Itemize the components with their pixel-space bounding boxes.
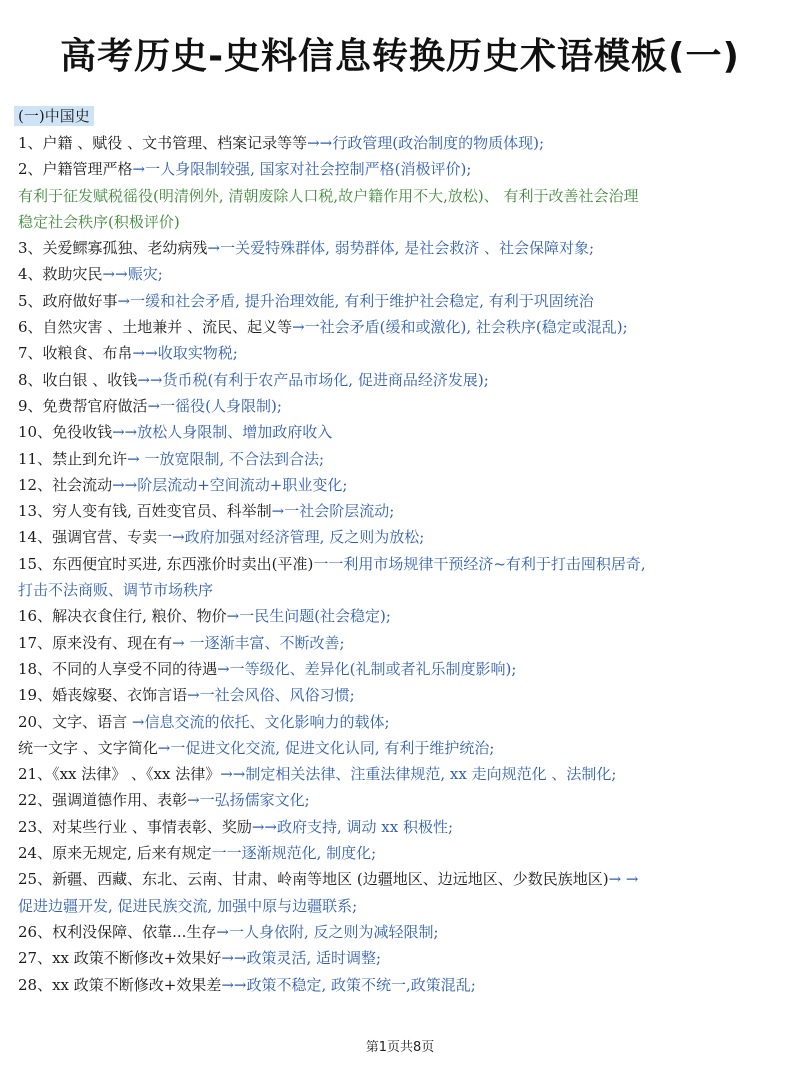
term-line — [18, 367, 786, 393]
term-result: 一社会阶层流动; — [284, 502, 395, 521]
term-result: 政府加强对经济管理, 反之则为放松; — [184, 528, 425, 547]
term-arrow: → — [132, 160, 146, 179]
term-result: 政府支持, 调动 xx 积极性; — [277, 817, 454, 836]
term-source: 11、禁止到允许 — [18, 449, 128, 468]
term-arrow: →→ — [307, 134, 333, 152]
term-line — [18, 446, 786, 472]
term-result: 一等级化、差异化(礼制或者礼乐制度影响); — [229, 659, 517, 678]
term-source: 15、东西便宜时买进, 东西涨价时卖出(平准) — [18, 554, 314, 573]
term-result: 一一利用市场规律干预经济~有利于打击囤积居奇, — [313, 554, 646, 573]
term-line — [18, 261, 786, 287]
term-line — [18, 340, 786, 366]
term-arrow: →→ — [220, 765, 246, 784]
term-source: 7、收粮食、布帛 — [18, 344, 133, 363]
term-line — [18, 787, 786, 813]
term-line — [18, 945, 786, 971]
term-source: 12、社会流动 — [18, 475, 113, 494]
term-line — [18, 761, 786, 787]
term-continuation: 促进边疆开发, 促进民族交流, 加强中原与边疆联系; — [18, 896, 358, 915]
term-line — [18, 866, 786, 892]
term-source: 20、文字、语言 — [18, 712, 128, 731]
term-result: 一放宽限制, 不合法到合法; — [139, 449, 325, 468]
term-source: 19、婚丧嫁娶、衣饰言语 — [18, 686, 188, 705]
term-source: 8、收白银 、收钱 — [18, 370, 138, 389]
term-line — [18, 814, 786, 840]
term-line — [18, 288, 786, 314]
term-line — [18, 393, 786, 419]
term-line — [18, 419, 786, 445]
term-source: 22、强调道德作用、表彰 — [18, 791, 188, 810]
term-source: 3、关爱鳏寡孤独、老幼病残 — [18, 239, 208, 258]
term-result: 制定相关法律、注重法律规范, xx 走向规范化 、法制化; — [245, 765, 617, 784]
term-source: 17、原来没有、现在有 — [18, 633, 173, 652]
term-result: 政策不稳定, 政策不统一,政策混乱; — [246, 975, 476, 994]
term-arrow: → — [147, 396, 161, 415]
term-line — [18, 235, 786, 261]
term-line — [18, 919, 786, 945]
term-line — [18, 840, 786, 866]
term-result: 一一逐渐规范化, 制度化; — [211, 844, 377, 863]
term-line — [18, 498, 786, 524]
term-source: 2、户籍管理严格 — [18, 160, 133, 179]
term-source: 28、xx 政策不断修改+效果差 — [18, 975, 222, 994]
term-result: 一人身依附, 反之则为减轻限制; — [228, 922, 439, 941]
term-source: 1、户籍 、赋役 、文书管理、档案记录等等 — [18, 134, 308, 152]
term-arrow: →→ — [102, 265, 128, 284]
term-source: 24、原来无规定, 后来有规定 — [18, 844, 212, 863]
term-arrow: →→ — [221, 949, 247, 968]
term-arrow: → — [127, 712, 145, 731]
page-title: 高考历史-史料信息转换历史术语模板(一) — [60, 36, 740, 77]
term-line — [18, 735, 786, 761]
term-arrow: → — [187, 791, 200, 810]
term-source: 27、xx 政策不断修改+效果好 — [18, 949, 222, 968]
term-result: 一社会风俗、风俗习惯; — [199, 686, 355, 705]
term-result: 一逐渐丰富、不断改善; — [184, 633, 345, 652]
term-arrow: → — [187, 686, 200, 705]
term-line — [18, 630, 786, 656]
term-line — [18, 577, 786, 603]
term-result: 一民生问题(社会稳定); — [239, 607, 391, 626]
term-result: 政策灵活, 适时调整; — [246, 949, 382, 968]
term-result: 一人身限制较强, 国家对社会控制严格(消极评价); — [145, 160, 472, 179]
term-line — [18, 156, 786, 182]
term-source: 26、权利没保障、依靠...生存 — [18, 922, 217, 941]
term-result: 一关爱特殊群体, 弱势群体, 是社会救济 、社会保障对象; — [220, 239, 595, 258]
term-source: 6、自然灾害 、土地兼并 、流民、起义等 — [18, 318, 293, 337]
term-arrow: → — [157, 738, 171, 757]
term-line — [18, 972, 786, 998]
term-arrow: → → — [608, 870, 639, 889]
term-arrow: → — [226, 607, 240, 626]
term-source: 10、免役收钱 — [18, 423, 113, 442]
term-list — [18, 130, 786, 998]
term-source: 23、对某些行业 、事情表彰、奖励 — [18, 817, 252, 836]
term-source: 18、不同的人享受不同的待遇 — [18, 659, 218, 678]
term-line — [18, 682, 786, 708]
term-line — [18, 314, 786, 340]
term-arrow: → — [292, 318, 305, 337]
term-line — [18, 551, 786, 577]
term-arrow: →→ — [112, 475, 138, 494]
term-line — [18, 603, 786, 629]
term-arrow: → — [127, 449, 140, 468]
term-result: 收取实物税; — [157, 344, 238, 363]
term-line — [18, 183, 786, 209]
term-result: 一促进文化交流, 促进文化认同, 有利于维护统治; — [170, 738, 495, 757]
term-source: 14、强调官营、专卖 — [18, 528, 158, 547]
term-arrow: → — [172, 633, 185, 652]
term-source: 21、《xx 法律》 、《xx 法律》 — [18, 765, 221, 784]
term-arrow: → — [216, 922, 229, 941]
term-result: 信息交流的依托、文化影响力的载体; — [144, 712, 390, 731]
term-arrow: →→ — [137, 370, 163, 389]
term-result: 放松人身限制、增加政府收入 — [137, 423, 333, 442]
term-arrow: → — [207, 239, 221, 258]
term-source: 5、政府做好事 — [18, 291, 118, 310]
term-note: 有利于征发赋税徭役(明清例外, 清朝废除人口税,故户籍作用不大,放松)、 有利于改善社会治理 — [18, 186, 639, 205]
term-result: 一徭役(人身限制); — [160, 396, 282, 415]
term-line — [18, 524, 786, 550]
term-line — [18, 656, 786, 682]
term-result: 一弘扬儒家文化; — [199, 791, 310, 810]
term-arrow: 一→ — [157, 528, 185, 547]
term-result: 行政管理(政治制度的物质体现); — [332, 134, 544, 152]
term-source: 统一文字 、文字简化 — [18, 738, 158, 757]
term-source: 4、救助灾民 — [18, 265, 103, 284]
term-line — [18, 709, 786, 735]
term-arrow: → — [217, 659, 230, 678]
term-arrow: →→ — [221, 975, 247, 994]
term-source: 25、新疆、西藏、东北、云南、甘肃、岭南等地区 (边疆地区、边远地区、少数民族地区) — [18, 870, 609, 889]
term-continuation: 打击不法商贩、调节市场秩序 — [18, 581, 214, 600]
term-line — [18, 893, 786, 919]
term-result: 赈灾; — [127, 265, 163, 284]
term-result: 一缓和社会矛盾, 提升治理效能, 有利于维护社会稳定, 有利于巩固统治 — [130, 291, 594, 310]
term-arrow: →→ — [112, 423, 138, 442]
term-arrow: → — [117, 291, 131, 310]
term-source: 13、穷人变有钱, 百姓变官员、科举制 — [18, 502, 272, 521]
term-result: 阶层流动+空间流动+职业变化; — [137, 475, 348, 494]
term-result: 一社会矛盾(缓和或激化), 社会秩序(稳定或混乱); — [304, 318, 628, 337]
term-result: 货币税(有利于农产品市场化, 促进商品经济发展); — [162, 370, 489, 389]
page-footer: 第1页共8页 — [365, 1040, 435, 1055]
term-line — [18, 209, 786, 235]
term-arrow: →→ — [132, 344, 158, 363]
term-line — [18, 130, 786, 156]
term-arrow: →→ — [251, 817, 277, 836]
term-source: 9、免费帮官府做活 — [18, 396, 148, 415]
term-arrow: → — [271, 502, 285, 521]
term-line — [18, 472, 786, 498]
term-source: 16、解决衣食住行, 粮价、物价 — [18, 607, 227, 626]
section-label: (一)中国史 — [14, 106, 94, 126]
term-note: 稳定社会秩序(积极评价) — [18, 212, 180, 231]
